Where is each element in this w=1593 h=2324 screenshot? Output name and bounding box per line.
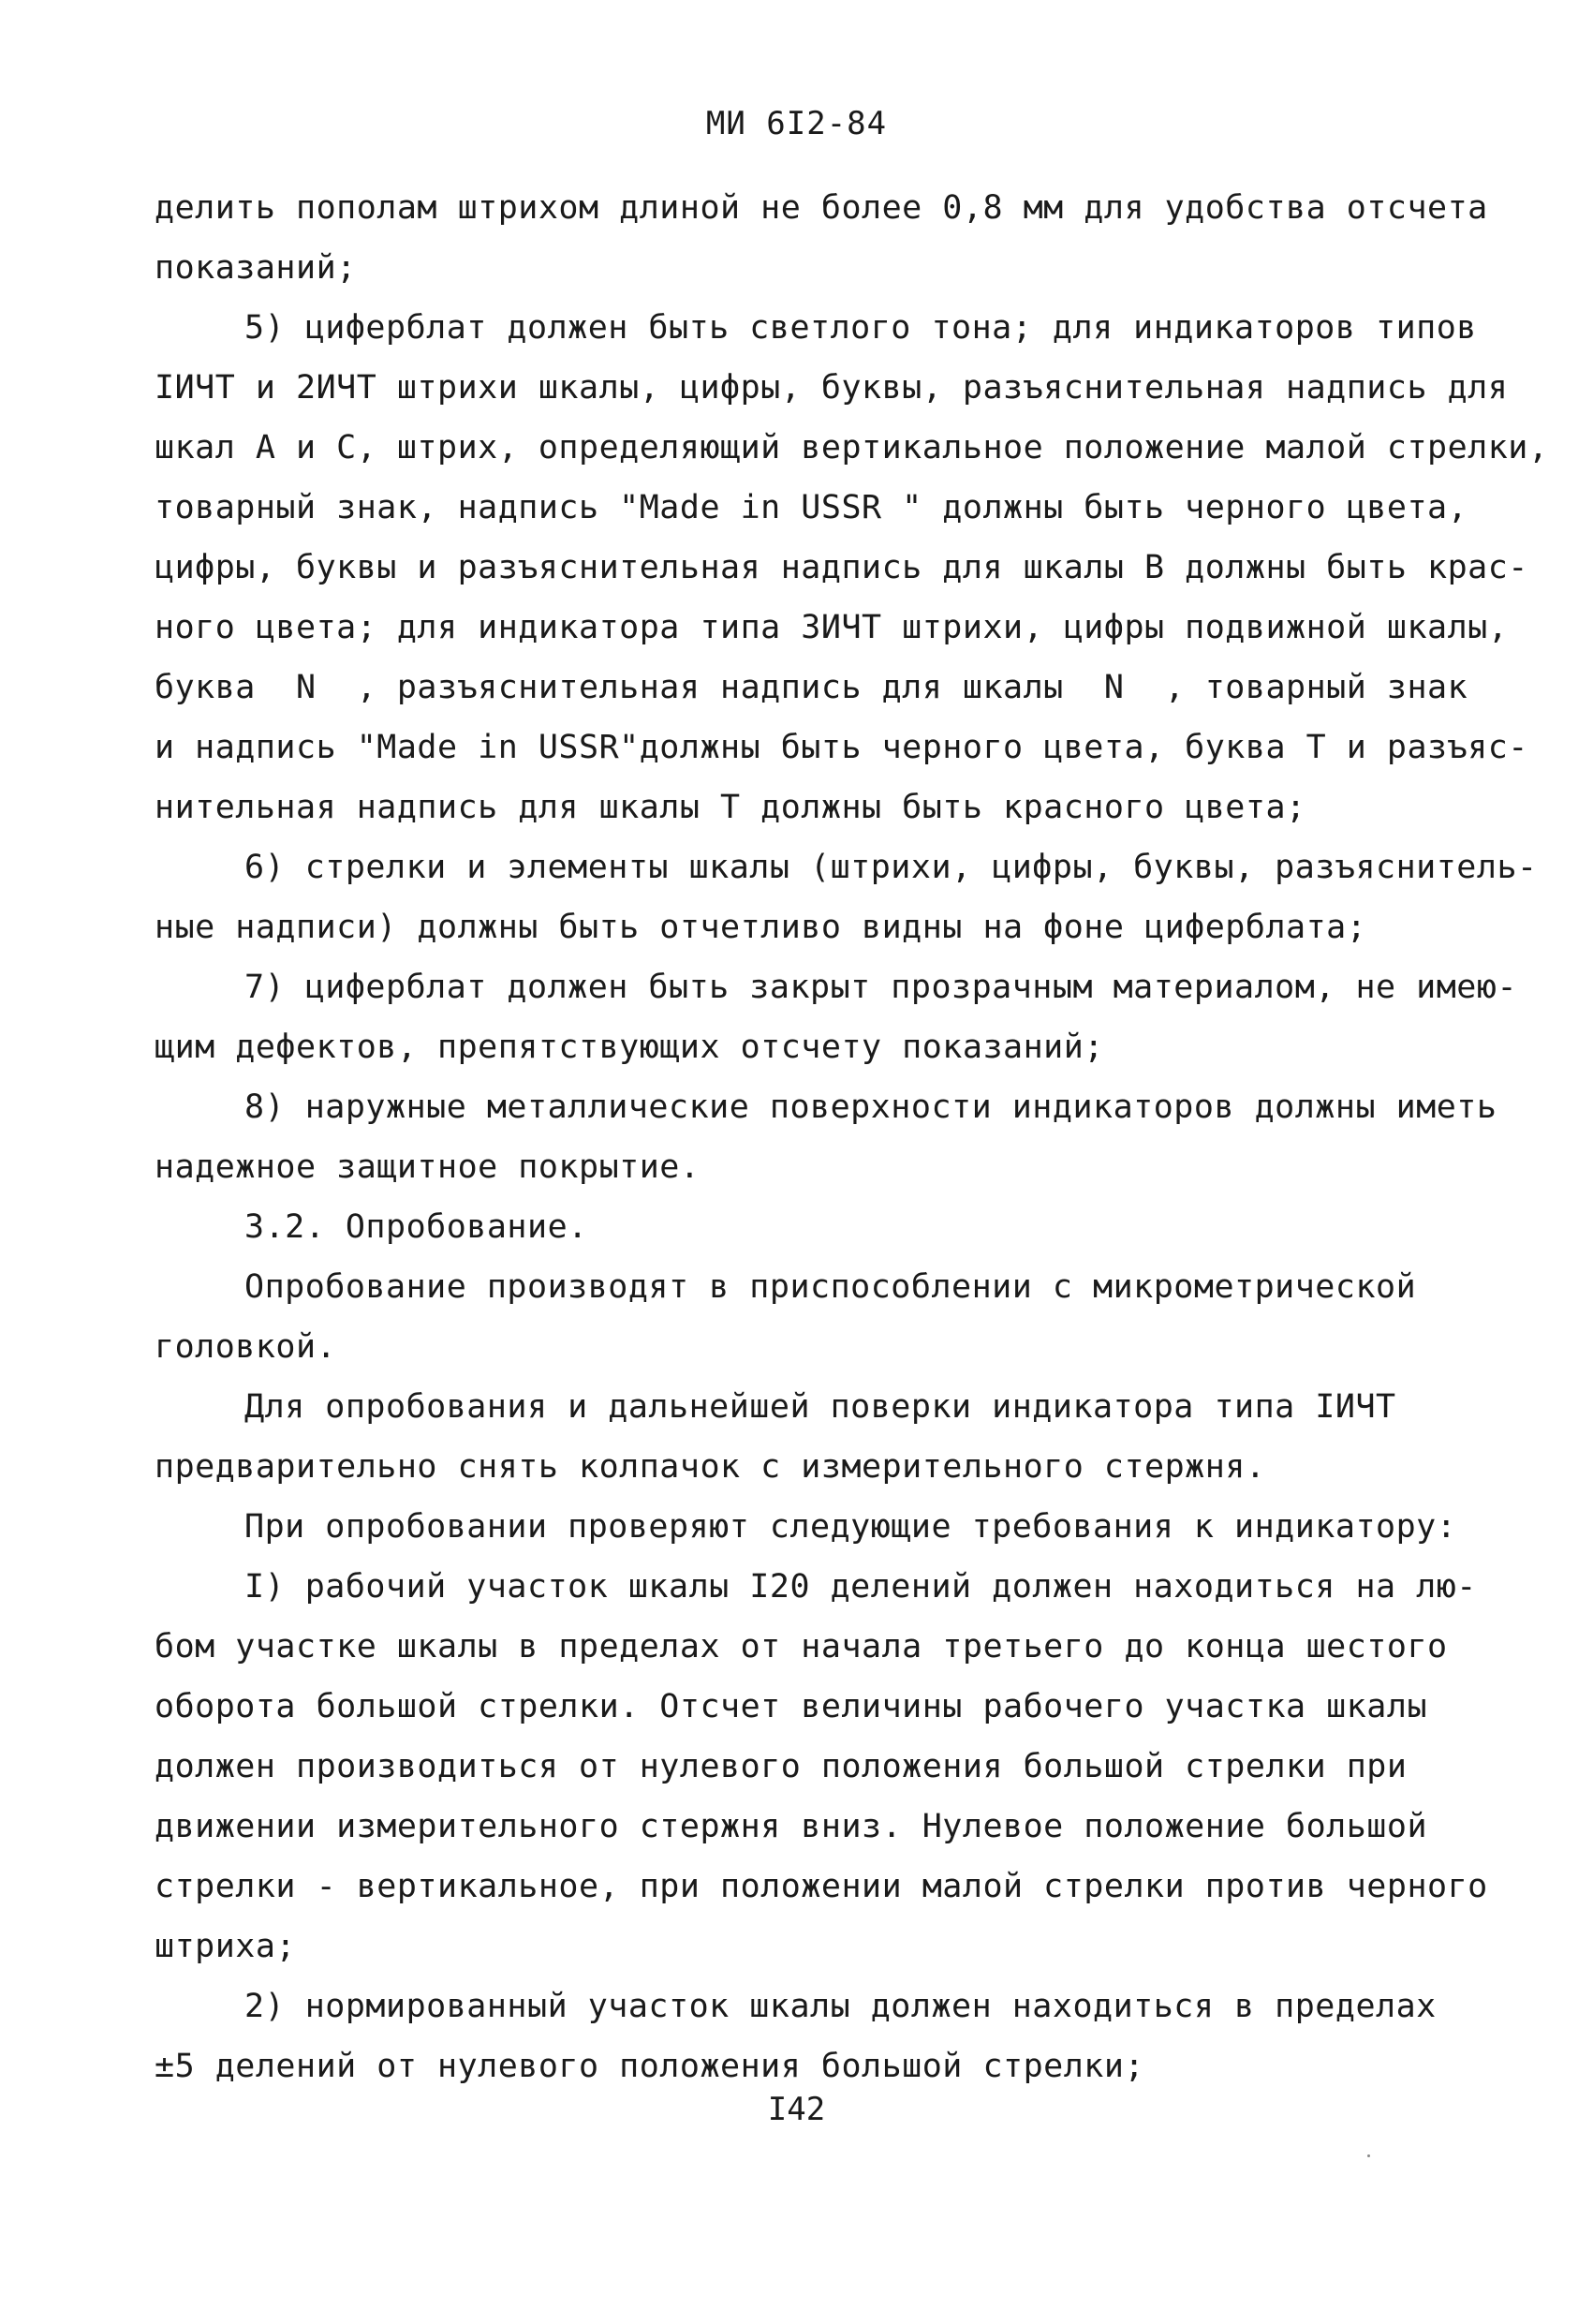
text-line: головкой.: [155, 1328, 337, 1366]
text-line: Опробование производят в приспособлении с микрометрической: [244, 1268, 1417, 1306]
text-line: При опробовании проверяют следующие требования к индикатору:: [244, 1508, 1457, 1546]
text-line: 5) циферблат должен быть светлого тона; для индикаторов типов: [244, 309, 1477, 347]
scan-speck: [1367, 2154, 1370, 2157]
text-line: ±5 делений от нулевого положения большой стрелки;: [155, 2048, 1145, 2085]
text-line: 8) наружные металлические поверхности индикаторов должны иметь: [244, 1088, 1497, 1126]
body-text: [155, 178, 1549, 2096]
text-line: I) рабочий участок шкалы I20 делений должен находиться на лю-: [244, 1568, 1477, 1606]
text-line: показаний;: [155, 249, 357, 287]
text-line: IИЧТ и 2ИЧТ штрихи шкалы, цифры, буквы, разъяснительная надпись для: [155, 369, 1509, 407]
text-line: предварительно снять колпачок с измерительного стержня.: [155, 1448, 1266, 1486]
text-line: делить пополам штрихом длиной не более 0,8 мм для удобства отсчета: [155, 189, 1488, 227]
text-line: движении измерительного стержня вниз. Нулевое положение большой: [155, 1808, 1428, 1845]
text-line: и надпись "Made in USSR"должны быть черного цвета, буква Т и разъяс-: [155, 729, 1528, 766]
text-line: нительная надпись для шкалы Т должны быть красного цвета;: [155, 789, 1306, 826]
text-line: должен производиться от нулевого положения большой стрелки при: [155, 1748, 1408, 1785]
text-line: щим дефектов, препятствующих отсчету показаний;: [155, 1029, 1104, 1066]
text-line: 7) циферблат должен быть закрыт прозрачным материалом, не имею-: [244, 969, 1518, 1006]
page-number: I42: [767, 2091, 826, 2128]
document-code-header: МИ 6I2-84: [705, 105, 888, 142]
text-line: товарный знак, надпись "Made in USSR " должны быть черного цвета,: [155, 489, 1468, 526]
text-line: надежное защитное покрытие.: [155, 1148, 701, 1186]
text-line: бом участке шкалы в пределах от начала третьего до конца шестого: [155, 1628, 1448, 1665]
text-line: буква N , разъяснительная надпись для шкалы N , товарный знак: [155, 669, 1468, 706]
text-line: Для опробования и дальнейшей поверки индикатора типа IИЧТ: [244, 1388, 1396, 1426]
text-line: оборота большой стрелки. Отсчет величины рабочего участка шкалы: [155, 1688, 1428, 1725]
text-line: шкал А и С, штрих, определяющий вертикальное положение малой стрелки,: [155, 429, 1549, 466]
text-line: штриха;: [155, 1928, 297, 1965]
text-line: 6) стрелки и элементы шкалы (штрихи, цифры, буквы, разъяснитель-: [244, 849, 1538, 886]
text-line: стрелки - вертикальное, при положении малой стрелки против черного: [155, 1868, 1488, 1905]
text-line: ные надписи) должны быть отчетливо видны на фоне циферблата;: [155, 909, 1367, 946]
text-line: 2) нормированный участок шкалы должен находиться в пределах: [244, 1988, 1437, 2025]
text-line: ного цвета; для индикатора типа 3ИЧТ штрихи, цифры подвижной шкалы,: [155, 609, 1509, 646]
text-line: цифры, буквы и разъяснительная надпись для шкалы В должны быть крас-: [155, 549, 1528, 586]
section-heading: 3.2. Опробование.: [244, 1208, 588, 1246]
